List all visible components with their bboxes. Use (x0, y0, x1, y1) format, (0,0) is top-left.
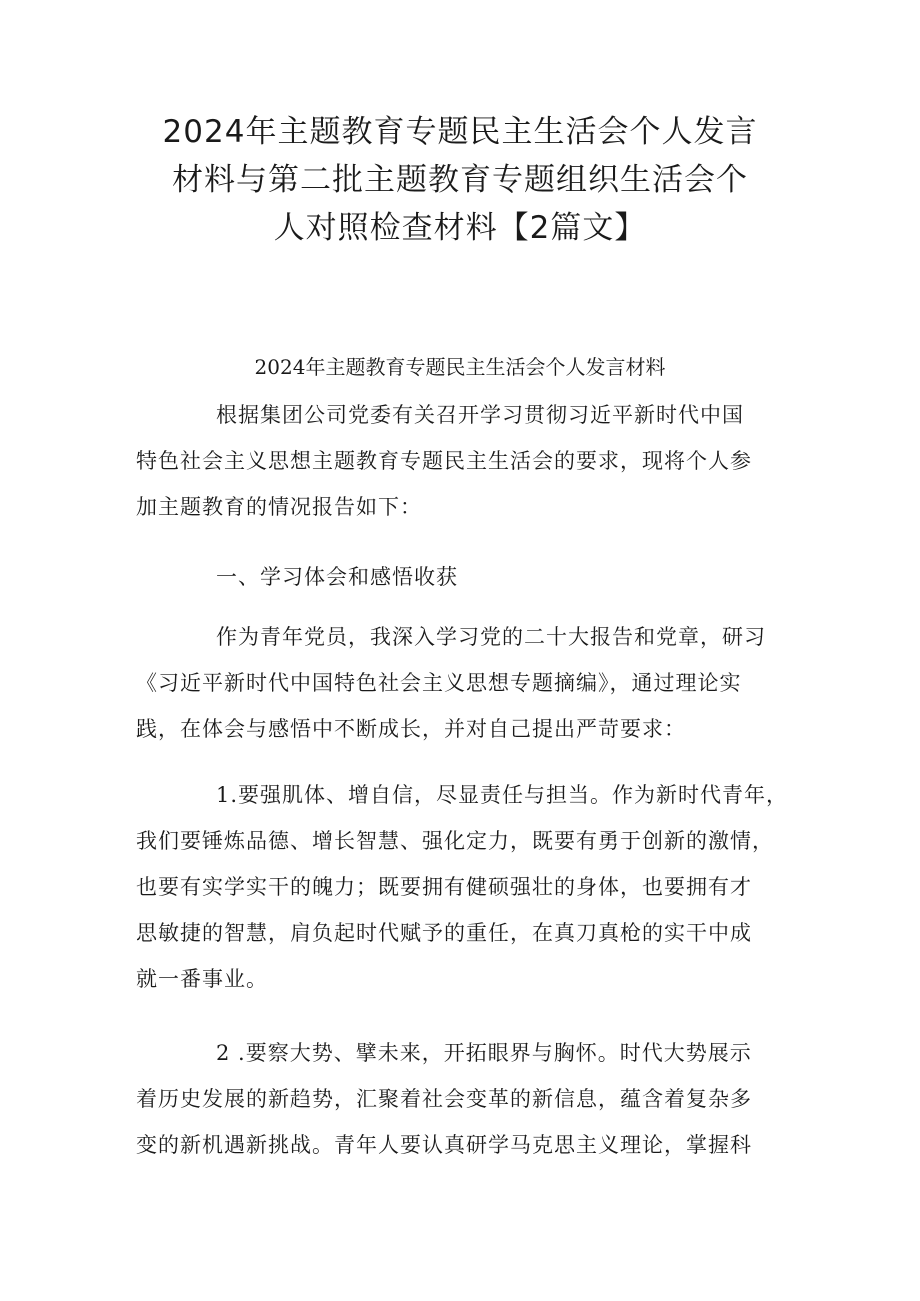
paragraph-point-2 (136, 1030, 800, 1168)
paragraph-point-1 (136, 772, 800, 1002)
paragraph-line: 特色社会主义思想主题教育专题民主生活会的要求，现将个人参 (136, 449, 752, 473)
paragraph-line: 思敏捷的智慧，肩负起时代赋予的重任，在真刀真枪的实干中成 (136, 921, 752, 945)
paragraph-line: 践，在体会与感悟中不断成长，并对自己提出严苛要求： (136, 717, 686, 741)
document-title (120, 108, 800, 252)
section-heading: 一、学习体会和感悟收获 (216, 565, 458, 589)
paragraph-line: 根据集团公司党委有关召开学习贯彻习近平新时代中国 (216, 403, 744, 427)
paragraph-line: 《习近平新时代中国特色社会主义思想专题摘编》，通过理论实 (136, 671, 742, 695)
paragraph-line: 1.要强肌体、增自信，尽显责任与担当。作为新时代青年， (216, 783, 789, 807)
paragraph-line: 作为青年党员，我深入学习党的二十大报告和党章，研习 (216, 625, 766, 649)
paragraph-study (136, 614, 800, 752)
document-subtitle: 2024年主题教育专题民主生活会个人发言材料 (254, 355, 666, 379)
paragraph-line: 2 .要察大势、擘未来，开拓眼界与胸怀。时代大势展示 (216, 1041, 752, 1065)
title-line-2: 材料与第二批主题教育专题组织生活会个 (172, 162, 748, 198)
paragraph-line: 着历史发展的新趋势，汇聚着社会变革的新信息，蕴含着复杂多 (136, 1087, 752, 1111)
paragraph-line: 变的新机遇新挑战。青年人要认真研学马克思主义理论，掌握科 (136, 1133, 752, 1157)
paragraph-line: 就一番事业。 (136, 967, 268, 991)
title-line-3: 人对照检查材料【2篇文】 (273, 210, 647, 246)
paragraph-line: 我们要锤炼品德、增长智慧、强化定力，既要有勇于创新的激情， (136, 829, 774, 853)
paragraph-line: 也要有实学实干的魄力；既要拥有健硕强壮的身体，也要拥有才 (136, 875, 752, 899)
paragraph-intro (136, 392, 800, 530)
paragraph-line: 加主题教育的情况报告如下： (136, 495, 422, 519)
title-line-1: 2024年主题教育专题民主生活会个人发言 (162, 114, 758, 150)
